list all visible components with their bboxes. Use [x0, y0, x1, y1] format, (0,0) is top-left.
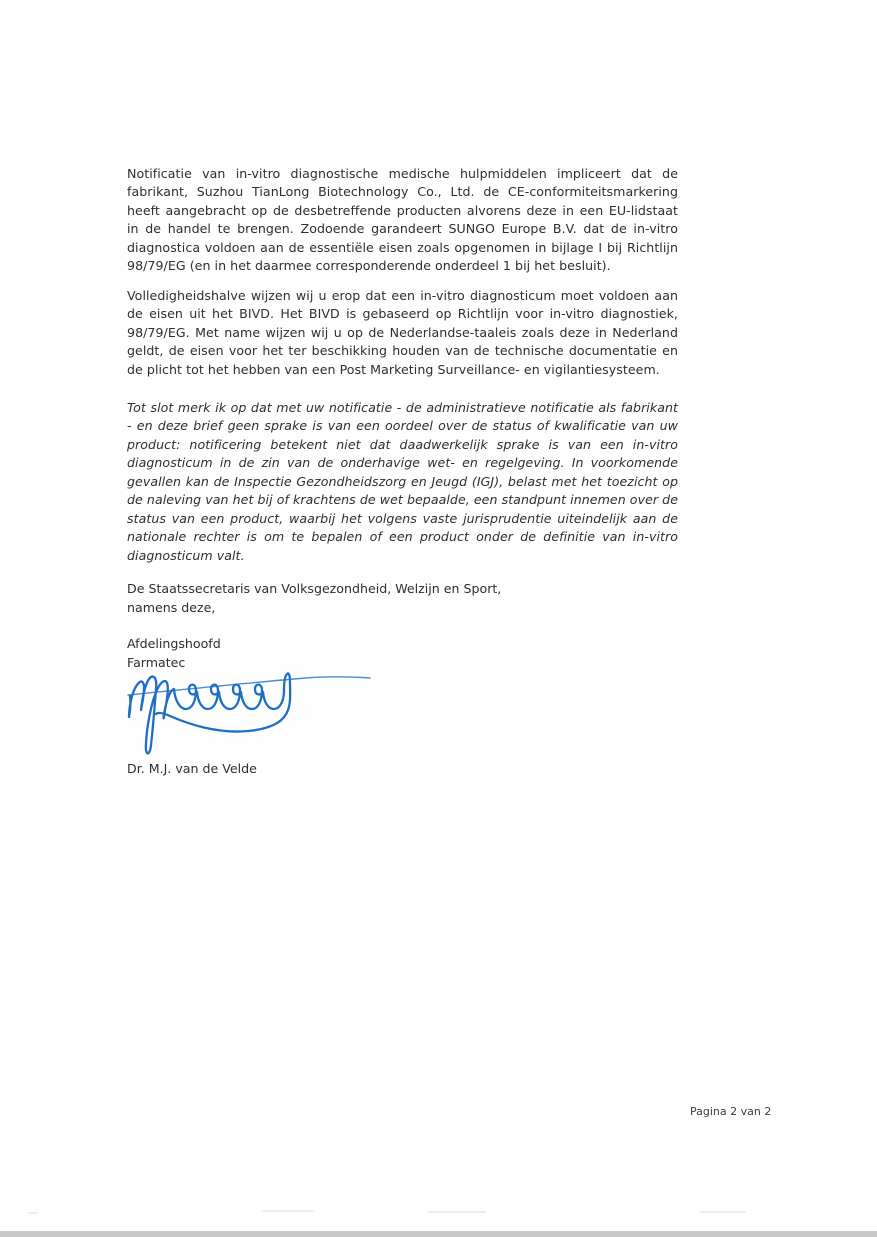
- paragraph-notification: Notificatie van in-vitro diagnostische medische hulpmiddelen impliceert dat de fabrikant, Suzhou TianLong Biotechnology Co., Ltd. de CE-conformiteitsmarkering heeft aangebracht op de desbetreffende producten alvorens deze in een EU-lidstaat in de handel te brengen. Zodoende garandeert SUNGO Europe B.V. dat de in-vitro diagnostica voldoen aan de essentiële eisen zoals opgenomen in bijlage I bij Richtlijn 98/79/EG (en in het daarmee corresponderende onderdeel 1 bij het besluit).: [127, 165, 678, 274]
- scan-artifact: [428, 1211, 486, 1213]
- signer-role-department: Farmatec: [127, 654, 186, 670]
- scan-artifact: [700, 1211, 746, 1213]
- closing-block: [127, 580, 687, 617]
- signer-name: Dr. M.J. van de Velde: [127, 761, 257, 776]
- scan-artifact: [28, 1212, 38, 1214]
- closing-line-authority: De Staatssecretaris van Volksgezondheid, Welzijn en Sport,: [127, 581, 502, 596]
- paragraph-disclaimer-italic: Tot slot merk ik op dat met uw notificatie - de administratieve notificatie als fabrikant - en deze brief geen sprake is van een oordeel over de status of kwalificatie van uw product: notificering betekent niet dat daadwerkelijk sprake is van een in-vitro diagnosticum in de zin van de onderhavige wet- en regelgeving. In voorkomende gevallen kan de Inspectie Gezondheidszorg en Jeugd (IGJ), belast met het toezicht op de naleving van het bij of krachtens de wet bepaalde, een standpunt innemen over de status van een product, waarbij het volgens vaste jurisprudentie uiteindelijk aan de nationale rechter is om te bepalen of een product onder de definitie van in-vitro diagnosticum valt.: [127, 399, 678, 563]
- signature-scribble-icon: [118, 666, 378, 766]
- closing-line-namens: namens deze,: [127, 599, 216, 615]
- paragraph-requirements: Volledigheidshalve wijzen wij u erop dat een in-vitro diagnosticum moet voldoen aan de eisen uit het BIVD. Het BIVD is gebaseerd op Richtlijn voor in-vitro diagnostiek, 98/79/EG. Met name wijzen wij u op de Nederlandse-taaleis zoals deze in Nederland geldt, de eisen voor het ter beschikking houden van de technische documentatie en de plicht tot het hebben van een Post Marketing Surveillance- en vigilantiesysteem.: [127, 287, 678, 377]
- page-number: Pagina 2 van 2: [690, 1105, 772, 1118]
- signer-role-title: Afdelingshoofd: [127, 636, 221, 651]
- scan-artifact: [262, 1210, 314, 1212]
- signature-area: [118, 666, 378, 766]
- scan-edge-artifact: [0, 1231, 877, 1237]
